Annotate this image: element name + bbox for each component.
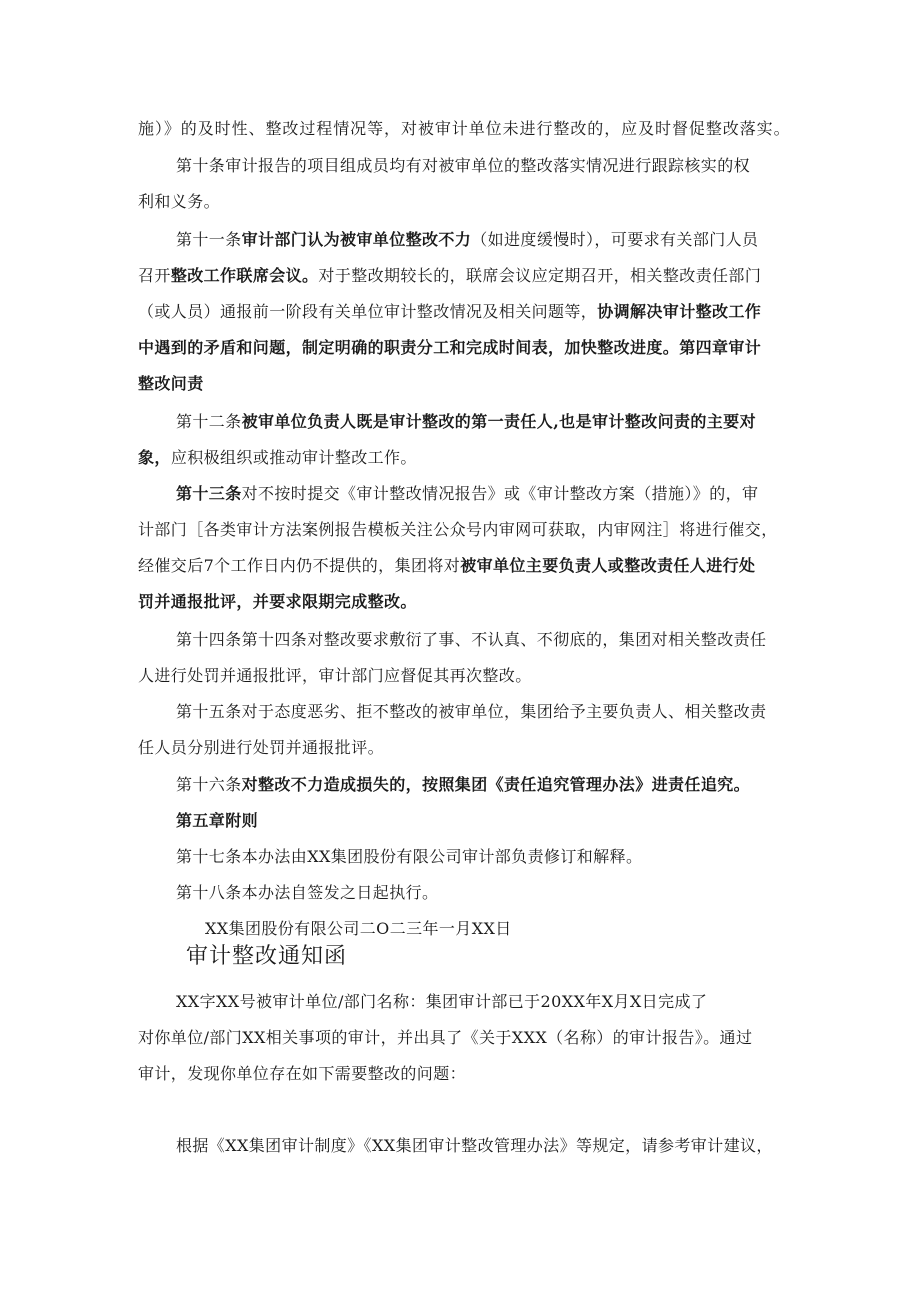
article-18-line: 第十八条本办法自签发之日起执行。 [176, 883, 439, 902]
article-12-line-1: 第十二条被审单位负责人既是审计整改的第一责任人,也是审计整改问责的主要对 [176, 412, 756, 431]
article-11-line-3: （或人员）通报前一阶段有关单位审计整改情况及相关问题等，协调解决审计整改工作 [138, 302, 762, 321]
article-13-line-1: 第十三条对不按时提交《审计整改情况报告》或《审计整改方案（措施）》的，审 [176, 484, 759, 503]
article-15-line-2: 任人员分别进行处罚并通报批评。 [138, 738, 385, 757]
notice-line-3: 审计，发现你单位存在如下需要整改的问题： [138, 1064, 467, 1083]
article-10-line-1: 第十条审计报告的项目组成员均有对被审单位的整改落实情况进行跟踪核实的权 [176, 156, 751, 175]
article-10-line-2: 利和义务。 [138, 192, 221, 211]
notice-title: 审计整改通知函 [186, 944, 348, 969]
article-16-line: 第十六条对整改不力造成损失的，按照集团《责任追究管理办法》进责任追究。 [176, 775, 751, 794]
notice-line-4: 根据《XX集团审计制度》《XX集团审计整改管理办法》等规定，请参考审计建议， [176, 1136, 773, 1155]
paragraph-line: 施）》的及时性、整改过程情况等，对被审计单位未进行整改的，应及时督促整改落实。 [138, 119, 790, 138]
article-13-line-2: 计部门［各类审计方法案例报告模板关注公众号内审网可获取，内审网注］将进行催交， [138, 520, 778, 539]
article-12-line-2: 象，应积极组织或推动审计整改工作。 [138, 448, 417, 467]
article-17-line: 第十七条本办法由XX集团股份有限公司审计部负责修订和解释。 [176, 847, 643, 866]
article-13-line-4: 罚并通报批评，并要求限期完成整改。 [138, 592, 417, 611]
article-14-line-2: 人进行处罚并通报批评，审计部门应督促其再次整改。 [138, 666, 532, 685]
signature-date-line: XX集团股份有限公司二O二三年一月XX日 [205, 919, 512, 938]
chapter-5-heading: 第五章附则 [176, 811, 259, 830]
article-14-line-1: 第十四条第十四条对整改要求敷衍了事、不认真、不彻底的，集团对相关整改责任 [176, 630, 767, 649]
article-13-line-3: 经催交后7个工作日内仍不提供的，集团将对被审单位主要负责人或整改责任人进行处 [138, 556, 756, 575]
article-11-line-4: 中遇到的矛盾和问题，制定明确的职责分工和完成时间表，加快整改进度。第四章审计 [138, 338, 762, 357]
article-11-line-1: 第十一条审计部门认为被审单位整改不力（如进度缓慢时），可要求有关部门人员 [176, 230, 759, 249]
article-11-line-2: 召开整改工作联席会议。对于整改期较长的，联席会议应定期召开，相关整改责任部门 [138, 266, 762, 285]
chapter-4-heading-line: 整改问责 [138, 374, 204, 393]
notice-line-1: XX字XX号被审计单位/部门名称：集团审计部已于20XX年X月X日完成了 [176, 992, 708, 1011]
notice-line-2: 对你单位/部门XX相关事项的审计，并出具了《关于XXX（名称）的审计报告》。通过 [138, 1028, 753, 1047]
article-15-line-1: 第十五条对于态度恶劣、拒不整改的被审单位，集团给予主要负责人、相关整改责 [176, 702, 767, 721]
